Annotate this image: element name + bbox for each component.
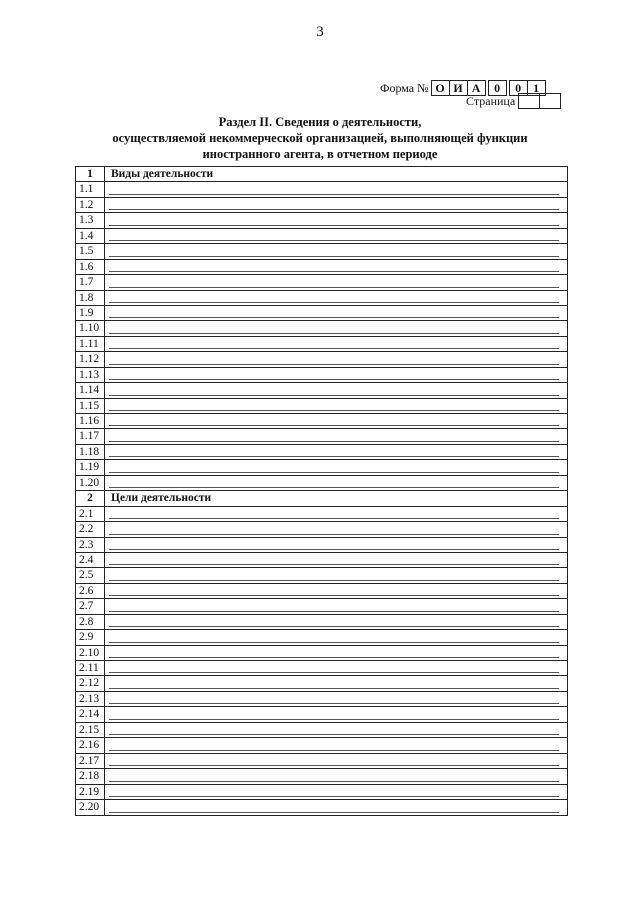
table-row	[76, 399, 567, 414]
row-number: 1.18	[76, 445, 105, 459]
form-label: Форма №	[380, 80, 429, 95]
row-entry-field[interactable]	[105, 723, 567, 737]
table-row	[76, 368, 567, 383]
row-number: 1.19	[76, 460, 105, 474]
title-line: осуществляемой некоммерческой организацией, выполняющей функции	[112, 131, 528, 145]
row-number: 2.14	[76, 707, 105, 721]
table-row	[76, 414, 567, 429]
title-line: иностранного агента, в отчетном периоде	[202, 147, 438, 161]
row-number: 2.12	[76, 676, 105, 690]
row-number: 1.20	[76, 476, 105, 490]
table-row	[76, 352, 567, 367]
section-header-row	[76, 491, 567, 506]
row-entry-field[interactable]	[105, 800, 567, 815]
table-row	[76, 198, 567, 213]
table-row	[76, 244, 567, 259]
table-row	[76, 630, 567, 645]
row-number: 2.9	[76, 630, 105, 644]
row-number: 2.11	[76, 661, 105, 675]
row-entry-field[interactable]	[105, 707, 567, 721]
row-entry-field[interactable]	[105, 769, 567, 783]
row-entry-field[interactable]	[105, 383, 567, 397]
row-number: 2.20	[76, 800, 105, 815]
table-row	[76, 337, 567, 352]
table-row	[76, 275, 567, 290]
table-row	[76, 213, 567, 228]
row-entry-field[interactable]	[105, 476, 567, 490]
row-entry-field[interactable]	[105, 337, 567, 351]
form-code-cell: 1	[527, 80, 546, 96]
table-row	[76, 769, 567, 784]
row-number: 1.9	[76, 306, 105, 320]
row-number: 2.16	[76, 738, 105, 752]
table-row	[76, 707, 567, 722]
row-number: 2.1	[76, 507, 105, 521]
page-number: 3	[316, 24, 324, 40]
form-code-cell: 0	[488, 80, 507, 96]
section-number: 1	[76, 167, 105, 181]
row-entry-field[interactable]	[105, 460, 567, 474]
row-entry-field[interactable]	[105, 445, 567, 459]
table-row	[76, 568, 567, 583]
row-number: 1.13	[76, 368, 105, 382]
row-number: 1.14	[76, 383, 105, 397]
section-header-row	[76, 167, 567, 182]
form-code-cell: И	[449, 80, 468, 96]
table-row	[76, 507, 567, 522]
table-row	[76, 676, 567, 691]
row-number: 1.17	[76, 429, 105, 443]
table-row	[76, 553, 567, 568]
row-entry-field[interactable]	[105, 584, 567, 598]
table-row	[76, 599, 567, 614]
table-row	[76, 538, 567, 553]
row-number: 2.15	[76, 723, 105, 737]
row-number: 2.4	[76, 553, 105, 567]
form-code-cell: А	[467, 80, 486, 96]
row-entry-field[interactable]	[105, 275, 567, 289]
row-number: 2.8	[76, 615, 105, 629]
row-number: 2.18	[76, 769, 105, 783]
section-heading: Виды деятельности	[111, 168, 214, 180]
row-entry-field[interactable]	[105, 738, 567, 752]
row-entry-field[interactable]	[105, 754, 567, 768]
row-entry-field[interactable]	[105, 429, 567, 443]
row-entry-field[interactable]	[105, 615, 567, 629]
form-code-cell: 0	[509, 80, 528, 96]
table-row	[76, 383, 567, 398]
table-row	[76, 584, 567, 599]
row-entry-field[interactable]	[105, 646, 567, 660]
row-number: 1.15	[76, 399, 105, 413]
row-number: 1.11	[76, 337, 105, 351]
section-heading: Цели деятельности	[111, 492, 212, 505]
row-number: 1.6	[76, 260, 105, 274]
table-row	[76, 182, 567, 197]
table-row	[76, 692, 567, 707]
table-row	[76, 321, 567, 336]
row-entry-field[interactable]	[105, 630, 567, 644]
row-entry-field[interactable]	[105, 676, 567, 690]
table-row	[76, 476, 567, 491]
row-number: 2.2	[76, 522, 105, 536]
row-entry-field[interactable]	[105, 198, 567, 212]
row-entry-field[interactable]	[105, 785, 567, 799]
table-row	[76, 460, 567, 475]
row-number: 2.5	[76, 568, 105, 582]
table-row	[76, 646, 567, 661]
page-cell[interactable]	[518, 93, 540, 109]
table-row	[76, 306, 567, 321]
page-box	[466, 93, 561, 109]
row-entry-field[interactable]	[105, 414, 567, 428]
row-entry-field[interactable]	[105, 553, 567, 567]
row-number: 2.19	[76, 785, 105, 799]
row-entry-field[interactable]	[105, 182, 567, 196]
row-entry-field[interactable]	[105, 661, 567, 675]
row-entry-field[interactable]	[105, 399, 567, 413]
table-row	[76, 229, 567, 244]
row-entry-field[interactable]	[105, 692, 567, 706]
table-row	[76, 429, 567, 444]
row-number: 1.8	[76, 291, 105, 305]
page-cell[interactable]	[539, 93, 561, 109]
row-number: 2.6	[76, 584, 105, 598]
table-row	[76, 800, 567, 815]
row-entry-field[interactable]	[105, 213, 567, 227]
row-number: 1.1	[76, 182, 105, 196]
table-row	[76, 291, 567, 306]
table-row	[76, 615, 567, 630]
row-entry-field[interactable]	[105, 352, 567, 366]
table-row	[76, 445, 567, 460]
row-number: 2.7	[76, 599, 105, 613]
table-row	[76, 661, 567, 676]
table-row	[76, 723, 567, 738]
activity-table	[75, 166, 568, 816]
form-code-cell: О	[431, 80, 450, 96]
row-number: 1.3	[76, 213, 105, 227]
table-row	[76, 738, 567, 753]
row-entry-field[interactable]	[105, 522, 567, 536]
row-number: 1.5	[76, 244, 105, 258]
row-entry-field[interactable]	[105, 244, 567, 258]
section-number: 2	[76, 491, 105, 505]
row-number: 2.3	[76, 538, 105, 552]
row-entry-field[interactable]	[105, 368, 567, 382]
row-number: 1.16	[76, 414, 105, 428]
row-entry-field[interactable]	[105, 568, 567, 582]
row-number: 1.12	[76, 352, 105, 366]
page-label: Страница	[466, 93, 516, 108]
table-row	[76, 522, 567, 537]
table-row	[76, 785, 567, 800]
row-entry-field[interactable]	[105, 229, 567, 243]
row-number: 1.7	[76, 275, 105, 289]
row-entry-field[interactable]	[105, 507, 567, 521]
row-entry-field[interactable]	[105, 291, 567, 305]
row-entry-field[interactable]	[105, 321, 567, 335]
row-number: 1.2	[76, 198, 105, 212]
row-entry-field[interactable]	[105, 599, 567, 613]
row-entry-field[interactable]	[105, 260, 567, 274]
row-entry-field[interactable]	[105, 306, 567, 320]
row-number: 2.17	[76, 754, 105, 768]
section-title	[60, 114, 580, 162]
table-row	[76, 260, 567, 275]
row-number: 2.13	[76, 692, 105, 706]
table-row	[76, 754, 567, 769]
title-line: Раздел II. Сведения о деятельности,	[218, 115, 422, 129]
row-number: 1.10	[76, 321, 105, 335]
row-entry-field[interactable]	[105, 538, 567, 552]
row-number: 1.4	[76, 229, 105, 243]
row-number: 2.10	[76, 646, 105, 660]
